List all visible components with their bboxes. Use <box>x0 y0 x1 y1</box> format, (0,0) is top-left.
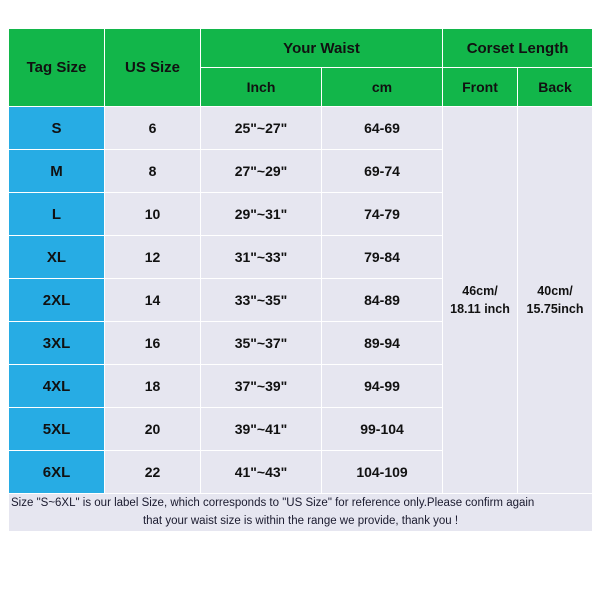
cell-tag-size: 6XL <box>9 451 105 494</box>
cell-tag-size: L <box>9 193 105 236</box>
footnote-row <box>9 494 593 532</box>
cell-us-size: 10 <box>105 193 201 236</box>
header-us-size: US Size <box>105 29 201 107</box>
cell-waist-cm: 84-89 <box>322 279 443 322</box>
cell-waist-cm: 89-94 <box>322 322 443 365</box>
cell-waist-inch: 33"~35" <box>201 279 322 322</box>
corset-back-line2: 15.75inch <box>526 302 584 316</box>
cell-waist-inch: 37"~39" <box>201 365 322 408</box>
footnote-line-1: Size "S~6XL" is our label Size, which corresponds to "US Size" for reference only.Please confirm again <box>11 497 535 509</box>
size-chart-table <box>8 28 593 532</box>
cell-tag-size: 3XL <box>9 322 105 365</box>
cell-waist-inch: 41"~43" <box>201 451 322 494</box>
cell-tag-size: M <box>9 150 105 193</box>
header-back: Back <box>518 68 593 107</box>
cell-us-size: 22 <box>105 451 201 494</box>
header-cm: cm <box>322 68 443 107</box>
cell-us-size: 14 <box>105 279 201 322</box>
header-your-waist: Your Waist <box>201 29 443 68</box>
table-header <box>9 29 593 107</box>
cell-tag-size: S <box>9 107 105 150</box>
footnote-cell <box>9 494 593 532</box>
header-corset-length: Corset Length <box>443 29 593 68</box>
cell-waist-inch: 25"~27" <box>201 107 322 150</box>
header-tag-size: Tag Size <box>9 29 105 107</box>
header-inch: Inch <box>201 68 322 107</box>
cell-waist-cm: 64-69 <box>322 107 443 150</box>
cell-tag-size: 2XL <box>9 279 105 322</box>
cell-waist-inch: 35"~37" <box>201 322 322 365</box>
header-row-1 <box>9 29 593 68</box>
corset-front-line1: 46cm/ <box>462 283 498 298</box>
cell-waist-cm: 74-79 <box>322 193 443 236</box>
header-front: Front <box>443 68 518 107</box>
cell-tag-size: XL <box>9 236 105 279</box>
cell-waist-cm: 79-84 <box>322 236 443 279</box>
cell-corset-front <box>443 107 518 494</box>
cell-waist-cm: 69-74 <box>322 150 443 193</box>
cell-us-size: 6 <box>105 107 201 150</box>
cell-tag-size: 5XL <box>9 408 105 451</box>
cell-us-size: 16 <box>105 322 201 365</box>
cell-us-size: 18 <box>105 365 201 408</box>
cell-waist-inch: 31"~33" <box>201 236 322 279</box>
corset-back-line1: 40cm/ <box>537 283 573 298</box>
cell-waist-cm: 104-109 <box>322 451 443 494</box>
cell-waist-cm: 94-99 <box>322 365 443 408</box>
cell-waist-inch: 39"~41" <box>201 408 322 451</box>
cell-us-size: 20 <box>105 408 201 451</box>
footnote-text <box>9 494 592 531</box>
cell-waist-cm: 99-104 <box>322 408 443 451</box>
cell-waist-inch: 29"~31" <box>201 193 322 236</box>
footnote-line-2: that your waist size is within the range we provide, thank you ! <box>142 515 459 528</box>
table-row <box>9 107 593 150</box>
corset-front-line2: 18.11 inch <box>450 302 510 316</box>
cell-tag-size: 4XL <box>9 365 105 408</box>
cell-us-size: 12 <box>105 236 201 279</box>
cell-corset-back <box>518 107 593 494</box>
cell-waist-inch: 27"~29" <box>201 150 322 193</box>
cell-us-size: 8 <box>105 150 201 193</box>
table-body <box>9 107 593 532</box>
